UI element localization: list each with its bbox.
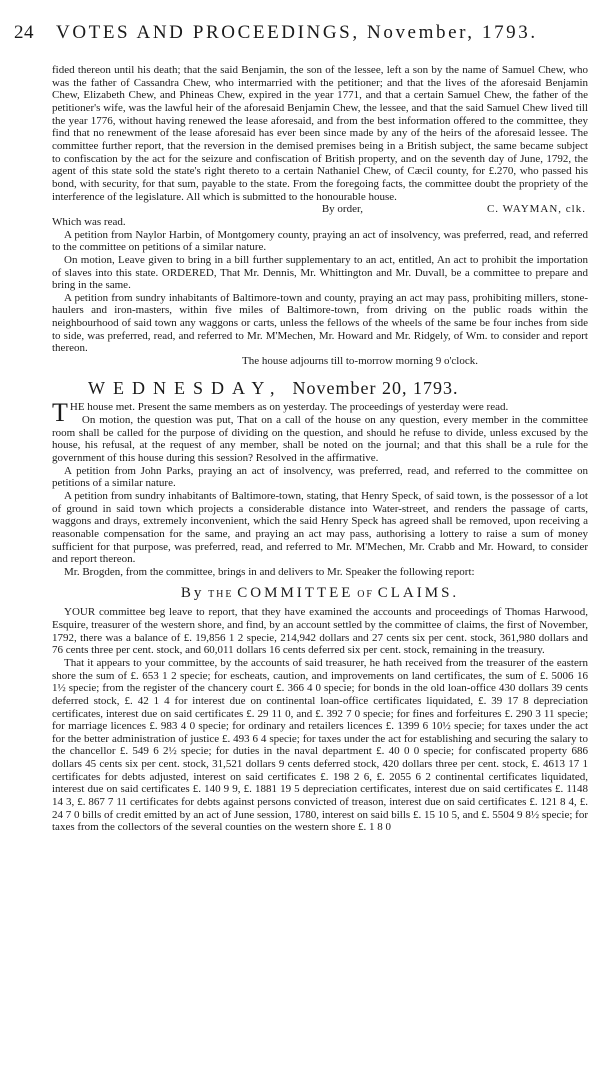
petition-report-continuation: fided thereon until his death; that the said Benjamin, the son of the lessee, left a son by the name of Samuel Chew, who was the father of Cassandra Chew, who intermarried with the petitioner; and that the lives of the aforesaid Benjamin Chew, Elizabeth Chew, and Phineas Chew, expired in the year 1771, and that a certain Samuel Chew, the father of the petitioner's wife, was the lawful heir of the aforesaid Benjamin Chew, the lessee, and that the said Samuel Chew lived till the year 1776, without having renewed the lease aforesaid, and from the best information offered to the committee, they find that no renewment of the lease aforesaid has ever been since made by any of the heirs of the aforesaid lessee. The committee further report, that the reversion in the demised premises being in a British subject, the same became subject to confiscation by the act for the seizure and confiscation of British property, and on the seventh day of June, 1792, the agent of this state sold the state's right thereto to a certain Nathaniel Chew, of Cæcil county, for £.270, who passed his bond, with security, for that sum, payable to the state. From the foregoing facts, the committee doubt the propriety of the interference of the legislature. All which is submitted to the honourable house.	[52, 64, 588, 203]
signature-line	[52, 203, 588, 216]
heading-by: By	[180, 584, 205, 601]
heading-of: OF	[357, 588, 374, 600]
paragraph-parks-petition: A petition from John Parks, praying an act of insolvency, was preferred, read, and referred to the committee on petitions of a similar nature.	[52, 464, 588, 490]
adjournment-line: The house adjourns till to-morrow morning 9 o'clock.	[242, 355, 478, 368]
heading-the: THE	[208, 588, 234, 600]
paragraph-house-met	[52, 398, 588, 428]
by-order: By order,	[321, 203, 363, 216]
paragraph-baltimore-roads: A petition from sundry inhabitants of Baltimore-town and county, praying an act may pass, prohibiting millers, stone-haulers and iron-masters, within five miles of Baltimore-town, from driving on the public roads within the neighbourhood of said town any waggons or carts, unless the fellows of the wheels of the same be four inches from side to side, was preferred, read, and referred to Mr. M'Mechen, Mr. Howard and Mr. Ridgely, of Wm. to consider and report thereon.	[52, 291, 588, 355]
paragraph-speck-lottery: A petition from sundry inhabitants of Baltimore-town, stating, that Henry Speck, of said town, is the possessor of a lot of ground in said town which projects a considerable distance into Water-street, and renders the passage of carts, waggons and drays, extremely inconvenient, which the said Henry Speck has agreed shall be removed, upon receiving a reasonable compensation for the same, and praying an act may pass, authorising a lottery to raise a sum of money sufficient for that purpose, was preferred, read, and referred to Mr. M'Mechen, Mr. Crabb and Mr. Howard, to consider and report thereon.	[52, 490, 588, 566]
paragraph-harbin-petition: A petition from Naylor Harbin, of Montgomery county, praying an act of insolvency, was preferred, read, and referred to the committee on petitions of a similar nature.	[52, 228, 588, 254]
drop-cap: T	[52, 398, 68, 428]
running-title: VOTES AND PROCEEDINGS, November, 1793.	[56, 22, 538, 43]
page-number: 24	[14, 22, 34, 43]
day-date: November 20, 1793.	[292, 377, 459, 398]
day-name: WEDNESDAY,	[88, 377, 283, 398]
house-met-text: HE house met. Present the same members as on yesterday. The proceedings of yesterday were read.	[69, 401, 509, 414]
committee-heading	[52, 584, 588, 602]
clerk-signature: C. WAYMAN, clk.	[486, 203, 586, 216]
body-text	[52, 64, 588, 834]
running-header	[14, 22, 574, 44]
paragraph-brogden-report: Mr. Brogden, from the committee, brings in and delivers to Mr. Speaker the following report:	[64, 565, 475, 578]
paragraph-division-rule: On motion, the question was put, That on a call of the house on any question, every member in the committee room shall be called for the purpose of dividing on the question, and should he refuse to divide, unless excused by the house, his refusal, at the request of any member, shall be noted on the journal; and that this shall be a rule for the government of this house during this session? Resolved in the affirmative.	[52, 414, 588, 465]
heading-claims: CLAIMS.	[377, 584, 460, 601]
paragraph-treasury-receipts: That it appears to your committee, by the accounts of said treasurer, he hath received from the treasurer of the eastern shore the sum of £. 653 1 2 specie; for escheats, caution, and improvements on land certificates, the sum of £. 5006 16 1½ specie; from the register of the chancery court £. 366 4 0 specie; for bonds in the old loan-office 430 dollars 39 cents deferred stock, £. 42 1 4 for interest due on continental loan-office certificates liquidated, £. 39 17 8 depreciation certificates, interest due on said certificates £. 29 11 0, and £. 392 7 0 specie; for fines and forfeitures £. 290 3 11 specie; for marriage licences £. 983 4 0 specie; for ordinary and retailers licences £. 1399 6 10½ specie; for taxes under the act for the better administration of justice £. 493 6 4 specie; for taxes under the act for establishing and securing the salary to the chancellor £. 549 6 2½ specie; for duties in the naval department £. 40 0 0 specie; for confiscated property 686 dollars 45 cents six per cent. stock, 31,521 dollars 9 cents deferred stock, 420 dollars three per cent. stock, £. 4613 17 1 certificates for debts adjusted, interest on said certificates £. 198 2 6, £. 2055 6 2 continental certificates liquidated, interest due on said certificates £. 140 9 9, £. 1881 19 5 depreciation certificates, interest due on said certificates £. 1148 14 3, £. 867 7 11 certificates for debts against persons convicted of treason, interest due on said certificates £. 121 8 4, £. 24 7 0 bills of credit emitted by an act of June session, 1780, interest on said bills £. 15 10 5, and £. 5504 9 8½ specie; for taxes from the collectors of the several counties on the western shore £. 1 8 0	[52, 656, 588, 834]
day-heading	[88, 377, 588, 398]
paragraph-slaves-bill: On motion, Leave given to bring in a bill further supplementary to an act, entitled, An act to prohibit the importation of slaves into this state. ORDERED, That Mr. Dennis, Mr. Whittington and Mr. Duvall, be a committee to prepare and bring in the same.	[52, 253, 588, 292]
heading-committee: COMMITTEE	[237, 584, 354, 601]
which-was-read: Which was read.	[52, 215, 126, 228]
paragraph-treasury-balance: YOUR committee beg leave to report, that they have examined the accounts and proceedings of Thomas Harwood, Esquire, treasurer of the western shore, and find, by an account settled by the committee of claims, the first of November, 1792, there was a balance of £. 19,856 1 2 specie, 214,942 dollars and 27 cents six per cent. stock, 361,980 dollars and 76 cents three per cent. stock, and 60,011 dollars 16 cents deferred six per cent. stock, remaining in the treasury.	[52, 606, 588, 657]
